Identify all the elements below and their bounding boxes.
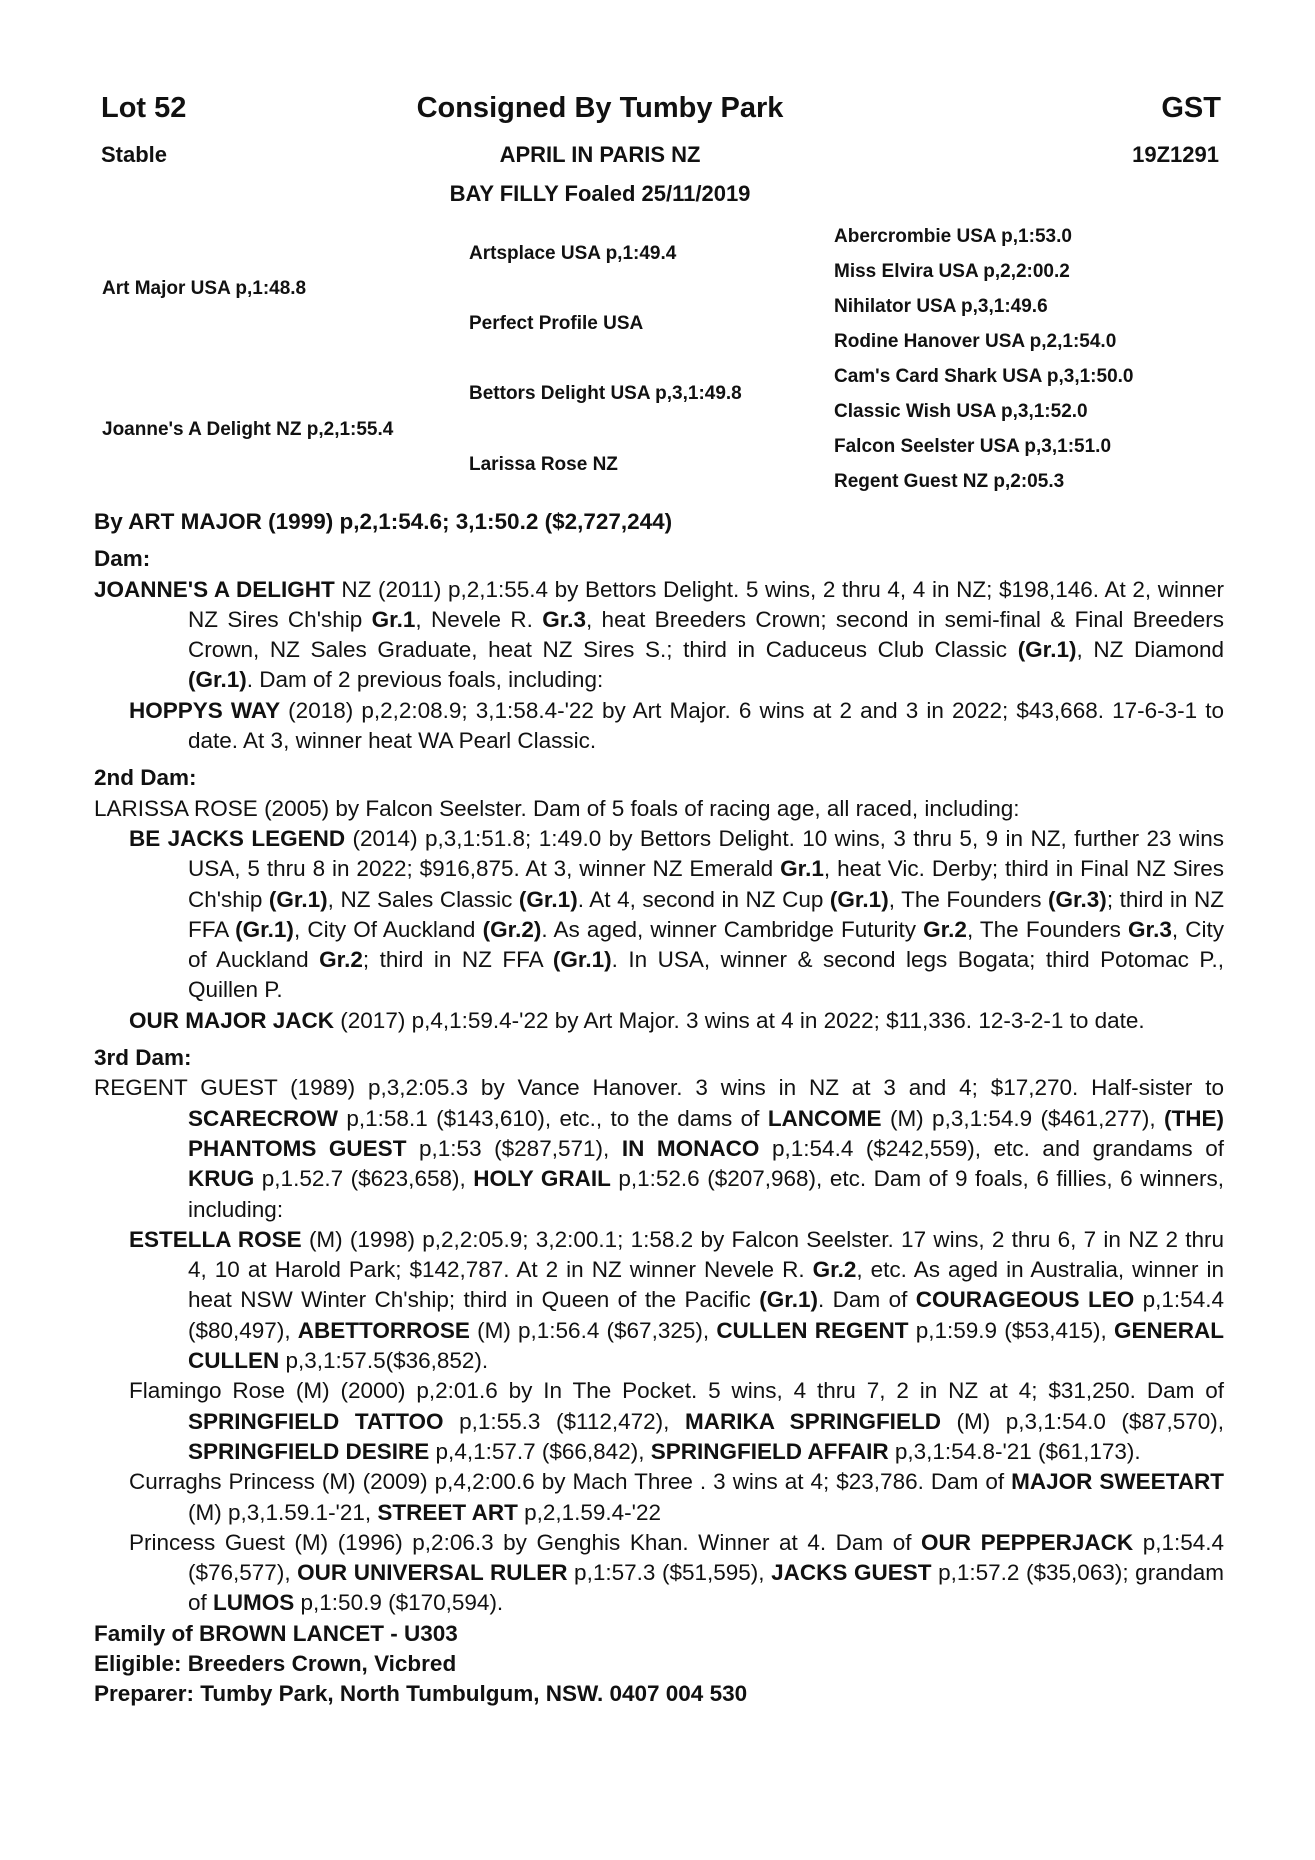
dam-foal-entry: HOPPYS WAY (2018) p,2,2:08.9; 3,1:58.4-'22 by Art Major. 6 wins at 2 and 3 in 2022; $43,668. 17-6-3-1 to date. At 3, winner heat WA Pearl Classic. [129, 697, 1224, 754]
eligible-line: Eligible: Breeders Crown, Vicbred [94, 1650, 457, 1676]
family-line: Family of BROWN LANCET - U303 [94, 1620, 458, 1646]
pedigree-dam-dam: Larissa Rose NZ [469, 454, 618, 475]
stable-label: Stable [101, 142, 168, 167]
third-dam-foal-2: Flamingo Rose (M) (2000) p,2:01.6 by In The Pocket. 5 wins, 4 thru 7, 2 in NZ at 4; $31,250. Dam of SPRINGFIELD TATTOO p,1:55.3 ($112,472), MARIKA SPRINGFIELD (M) p,3,1:54.0 ($87,570), SPRINGFIELD DESIRE p,4,1:57.7 ($66,842), SPRINGFIELD AFFAIR p,3,1:54.8-'21 ($61,173). [129, 1378, 1225, 1464]
pedigree-sire: Art Major USA p,1:48.8 [102, 278, 307, 299]
dam-name: JOANNE'S A DELIGHT [94, 576, 335, 602]
third-dam-foal-4: Princess Guest (M) (1996) p,2:06.3 by Genghis Khan. Winner at 4. Dam of OUR PEPPERJACK p,1:54.4 ($76,577), OUR UNIVERSAL RULER p,1:57.3 ($51,595), JACKS GUEST p,1:57.2 ($35,063); grandam of LUMOS p,1:50.9 ($170,594). [129, 1529, 1225, 1616]
preparer-line: Preparer: Tumby Park, North Tumbulgum, NSW. 0407 004 530 [94, 1681, 748, 1707]
second-dam-foal-2: OUR MAJOR JACK (2017) p,4,1:59.4-'22 by Art Major. 3 wins at 4 in 2022; $11,336. 12-3-2-1 to date. [129, 1007, 1145, 1033]
pedigree-sire-sire: Artsplace USA p,1:49.4 [469, 243, 677, 264]
pedigree-ssd: Miss Elvira USA p,2,2:00.2 [834, 261, 1070, 282]
sire-line: By ART MAJOR (1999) p,2,1:54.6; 3,1:50.2 ($2,727,244) [94, 509, 673, 534]
third-dam-paragraph: REGENT GUEST (1989) p,3,2:05.3 by Vance Hanover. 3 wins in NZ at 3 and 4; $17,270. Half-sister to SCARECROW p,1:58.1 ($143,610), etc., to the dams of LANCOME (M) p,3,1:54.9 ($461,277), (THE) PHANTOMS GUEST p,1:53 ($287,571), IN MONACO p,1:54.4 ($242,559), etc. and grandams of KRUG p,1.52.7 ($623,658), HOLY GRAIL p,1:52.6 ($207,968), etc. Dam of 9 foals, 6 fillies, 6 winners, including: [94, 1075, 1225, 1222]
pedigree-dam: Joanne's A Delight NZ p,2,1:55.4 [102, 419, 394, 440]
pedigree-dds: Falcon Seelster USA p,3,1:51.0 [834, 436, 1112, 457]
lot-code: 19Z1291 [1132, 142, 1219, 167]
gst-label: GST [1161, 92, 1221, 124]
pedigree-sss: Abercrombie USA p,1:53.0 [834, 226, 1072, 247]
pedigree-ddd: Regent Guest NZ p,2:05.3 [834, 471, 1065, 492]
pedigree-dss: Cam's Card Shark USA p,3,1:50.0 [834, 366, 1134, 387]
horse-name: APRIL IN PARIS NZ [499, 142, 701, 167]
consignor: Consigned By Tumby Park [416, 92, 784, 124]
second-dam-heading: 2nd Dam: [94, 765, 197, 791]
third-dam-heading: 3rd Dam: [94, 1045, 192, 1071]
dam-paragraph: JOANNE'S A DELIGHT NZ (2011) p,2,1:55.4 by Bettors Delight. 5 wins, 2 thru 4, 4 in NZ; $198,146. At 2, winner NZ Sires Ch'ship Gr.1, Nevele R. Gr.3, heat Breeders Crown; second in semi-final & Final Breeders Crown, NZ Sales Graduate, heat NZ Sires S.; third in Caduceus Club Classic (Gr.1), NZ Diamond (Gr.1). Dam of 2 previous foals, including: [94, 576, 1225, 693]
lot-number: Lot 52 [101, 92, 187, 124]
dam-heading: Dam: [94, 546, 151, 572]
third-dam-foal-3: Curraghs Princess (M) (2009) p,4,2:00.6 by Mach Three . 3 wins at 4; $23,786. Dam of MAJOR SWEETART (M) p,3,1.59.1-'21, STREET ART p,2,1.59.4-'22 [129, 1469, 1224, 1525]
foal-name: HOPPYS WAY [129, 697, 281, 723]
foaled-description: BAY FILLY Foaled 25/11/2019 [449, 181, 751, 206]
pedigree-sds: Nihilator USA p,3,1:49.6 [834, 296, 1048, 317]
pedigree-dam-sire: Bettors Delight USA p,3,1:49.8 [469, 383, 742, 404]
catalogue-body [94, 507, 1224, 1710]
pedigree-sire-dam: Perfect Profile USA [469, 313, 644, 334]
third-dam-foal-1: ESTELLA ROSE (M) (1998) p,2,2:05.9; 3,2:00.1; 1:58.2 by Falcon Seelster. 17 wins, 2 thru 6, 7 in NZ 2 thru 4, 10 at Harold Park; $142,787. At 2 in NZ winner Nevele R. Gr.2, etc. As aged in Australia, winner in heat NSW Winter Ch'ship; third in Queen of the Pacific (Gr.1). Dam of COURAGEOUS LEO p,1:54.4 ($80,497), ABETTORROSE (M) p,1:56.4 ($67,325), CULLEN REGENT p,1:59.9 ($53,415), GENERAL CULLEN p,3,1:57.5($36,852). [129, 1226, 1225, 1374]
second-dam-intro: LARISSA ROSE (2005) by Falcon Seelster. Dam of 5 foals of racing age, all raced, including: [94, 795, 1020, 821]
pedigree-dsd: Classic Wish USA p,3,1:52.0 [834, 401, 1088, 422]
second-dam-foal-1: BE JACKS LEGEND (2014) p,3,1:51.8; 1:49.0 by Bettors Delight. 10 wins, 3 thru 5, 9 in NZ, further 23 wins USA, 5 thru 8 in 2022; $916,875. At 3, winner NZ Emerald Gr.1, heat Vic. Derby; third in Final NZ Sires Ch'ship (Gr.1), NZ Sales Classic (Gr.1). At 4, second in NZ Cup (Gr.1), The Founders (Gr.3); third in NZ FFA (Gr.1), City Of Auckland (Gr.2). As aged, winner Cambridge Futurity Gr.2, The Founders Gr.3, City of Auckland Gr.2; third in NZ FFA (Gr.1). In USA, winner & second legs Bogata; third Potomac P., Quillen P. [129, 825, 1224, 1003]
pedigree-sdd: Rodine Hanover USA p,2,1:54.0 [834, 331, 1117, 352]
